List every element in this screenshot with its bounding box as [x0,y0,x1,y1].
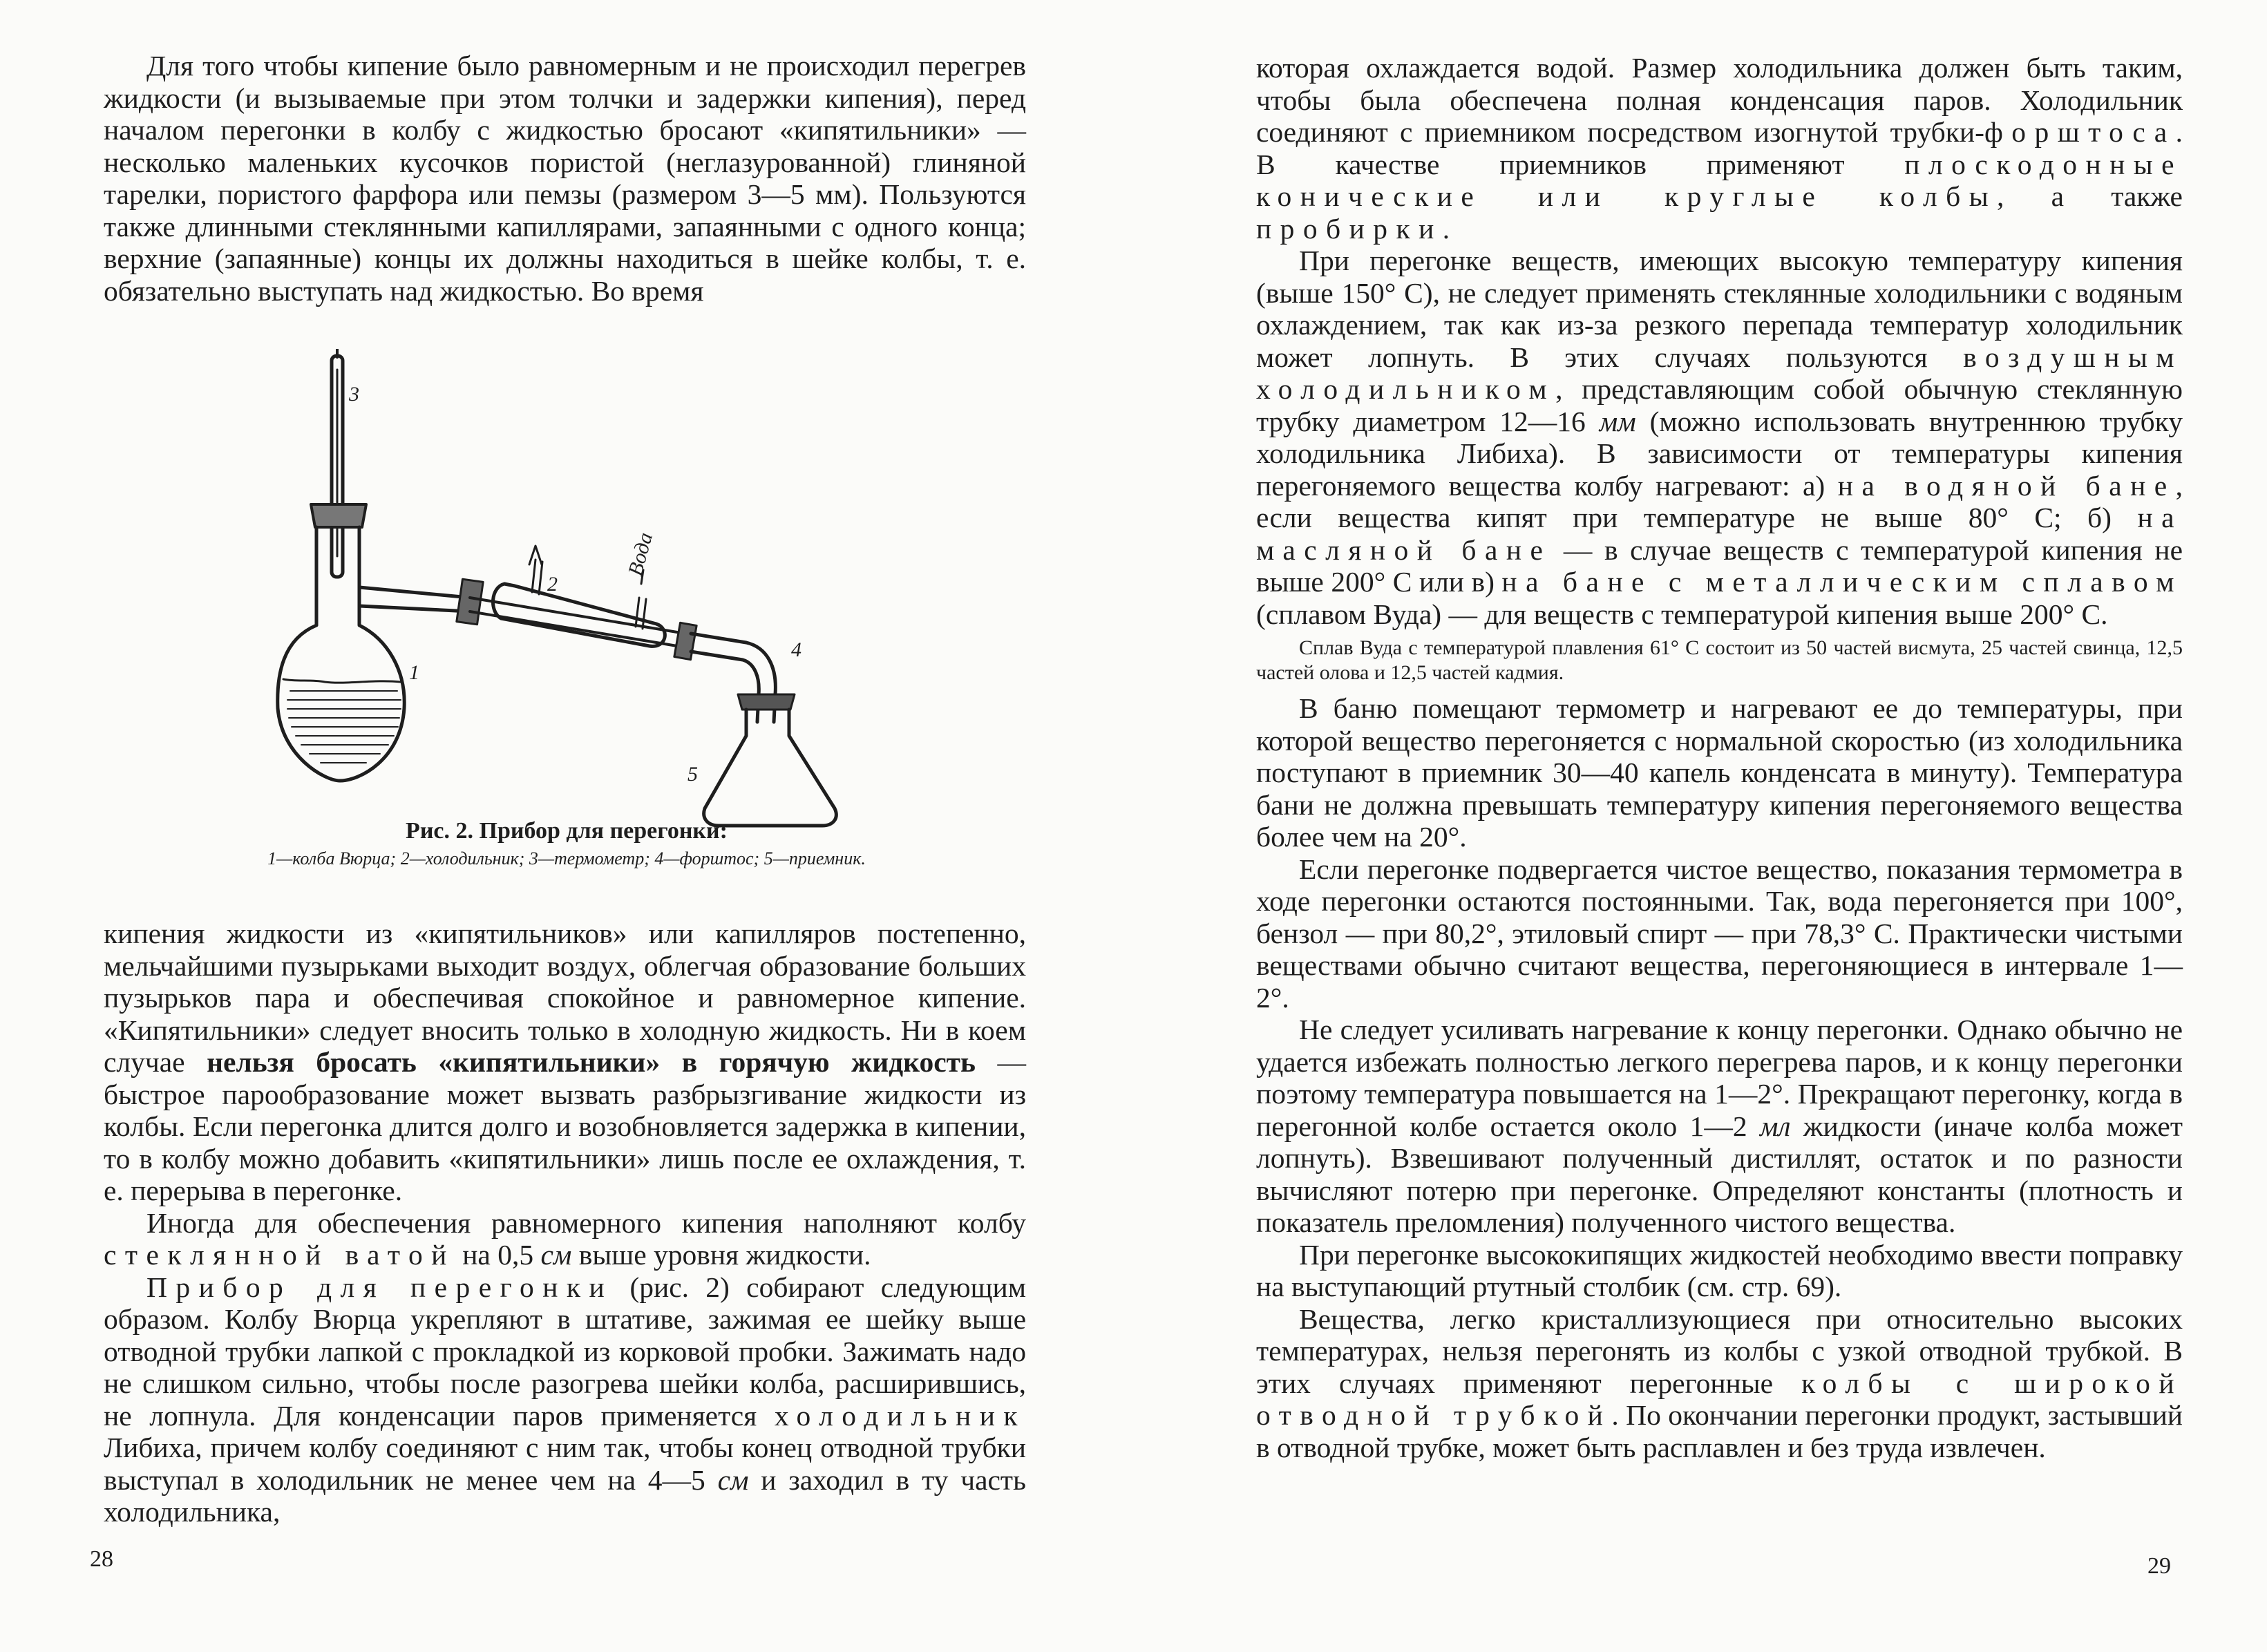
footnote: Сплав Вуда с температурой плавления 61° С состоит из 50 частей висмута, 25 частей свинца, 12,5 частей олова и 12,5 частей кадмия. [1256,636,2183,684]
paragraph: Вещества, легко кристаллизующиеся при относительно высоких температурах, нельзя перегонять из колбы с узкой отводной трубкой. В этих случаях применяют перегонные колбы с широкой отводной трубкой. По окончании перегонки продукт, застывший в отводной трубке, может быть расплавлен и без труда извлечен. [1256,1302,2183,1463]
paragraph: При перегонке высококипящих жидкостей необходимо ввести поправку на выступающий ртутный столбик (см. стр. 69). [1256,1238,2183,1302]
paragraph: Если перегонке подвергается чистое вещество, показания термометра в ходе перегонки остаются постоянными. Так, вода перегоняется при 100°, бензол — при 80,2°, этиловый спирт — при 78,3° С. Практически чистыми веществами обычно считают вещества, перегоняющиеся в интервале 1—2°. [1256,853,2183,1014]
figure-label-water: Вода [623,530,658,578]
paragraph: В баню помещают термометр и нагревают ее до температуры, при которой вещество перегоняется с нормальной скоростью (из холодильника поступают в приемник 30—40 капель конденсата в минуту). Температура бани не должна превышать температуру кипения перегоняемого вещества более чем на 20°. [1256,692,2183,853]
left-text-bottom [104,918,1026,1528]
paragraph: Прибор для перегонки (рис. 2) собирают следующим образом. Колбу Вюрца укрепляют в штативе, зажимая ее шейку выше отводной трубки лапкой с прокладкой из корковой пробки. Зажимать надо не слишком сильно, чтобы после разогрева шейки колба, расширившись, не лопнула. Для конденсации паров применяется холодильник Либиха, причем колбу соединяют с ним так, чтобы конец отводной трубки выступал в холодильник не менее чем на 4—5 см и заходил в ту часть холодильника, [104,1271,1026,1528]
paragraph: При перегонке веществ, имеющих высокую температуру кипения (выше 150° С), не следует применять стеклянные холодильники с водяным охлаждением, так как из-за резкого перепада температур холодильник может лопнуть. В этих случаях пользуются воздушным холодильником, представляющим собой обычную стеклянную трубку диаметром 12—16 мм (можно использовать внутреннюю трубку холодильника Либиха). В зависимости от температуры кипения перегоняемого вещества колбу нагревают: а) на водяной бане, если вещества кипят при температуре не выше 80° С; б) на масляной бане — в случае веществ с температурой кипения не выше 200° С или в) на бане с металлическим сплавом (сплавом Вуда) — для веществ с температурой кипения выше 200° С. [1256,245,2183,630]
right-page [1133,0,2267,1652]
distillation-apparatus-figure [263,349,884,833]
page-number: 28 [90,1546,113,1572]
paragraph: Не следует усиливать нагревание к концу перегонки. Однако обычно не удается избежать полностью легкого перегрева паров, и к концу перегонки поэтому температура повышается на 1—2°. Прекращают перегонку, когда в перегонной колбе остается около 1—2 мл жидкости (иначе колба может лопнуть). Взвешивают полученный дистиллят, остаток и по разности вычисляют потерю при перегонке. Определяют константы (плотность и показатель преломления) полученного чистого вещества. [1256,1014,2183,1238]
figure-label-4: 4 [791,638,801,661]
paragraph: Для того чтобы кипение было равномерным и не происходил перегрев жидкости (и вызываемые при этом толчки и задержки кипения), перед началом перегонки в колбу с жидкостью бросают «кипятильники» — несколько маленьких кусочков пористой (неглазурованной) глиняной тарелки, пористого фарфора или пемзы (размером 3—5 мм). Пользуются также длинными стеклянными капиллярами, запаянными с одного конца; верхние (запаянные) концы их должны находиться в шейке колбы, т. е. обязательно выступать над жидкостью. Во время [104,50,1026,307]
left-page [0,0,1133,1652]
figure-label-5: 5 [687,763,698,786]
receiver-flask [704,694,837,826]
cork-stopper [311,504,366,527]
paragraph: Иногда для обеспечения равномерного кипения наполняют колбу стеклянной ватой на 0,5 см выше уровня жидкости. [104,1206,1026,1271]
figure-caption-body: 1—колба Вюрца; 2—холодильник; 3—термометр; 4—форштос; 5—приемник. [267,848,866,868]
page-number: 29 [2147,1553,2171,1579]
paragraph: которая охлаждается водой. Размер холодильника должен быть таким, чтобы была обеспечена полная конденсация паров. Холодильник соединяют с приемником посредством изогнутой трубки-форштоса. В качестве приемников применяют плоскодонные конические или круглые колбы, а также пробирки. [1256,52,2183,245]
figure-label-2: 2 [547,573,558,596]
right-text [1256,52,2183,1463]
figure-caption-title: Рис. 2. Прибор для перегонки: [406,818,728,844]
paragraph: кипения жидкости из «кипятильников» или капилляров постепенно, мельчайшими пузырьками выходит воздух, облегчая образование больших пузырьков пара и обеспечивая спокойное и равномерное кипение. «Кипятильники» следует вносить только в холодную жидкость. Ни в коем случае нельзя бросать «кипятильники» в горячую жидкость — быстрое парообразование может вызвать разбрызгивание жидкости из колбы. Если перегонка длится долго и возобновляется задержка в кипении, то в колбу можно добавить «кипятильники» лишь после ее охлаждения, т. е. перерыва в перегонке. [104,918,1026,1206]
thermometer [332,349,343,577]
figure-label-1: 1 [409,661,419,684]
wurtz-flask [278,527,470,781]
left-text-top [104,50,1026,307]
figure-label-3: 3 [349,383,359,406]
